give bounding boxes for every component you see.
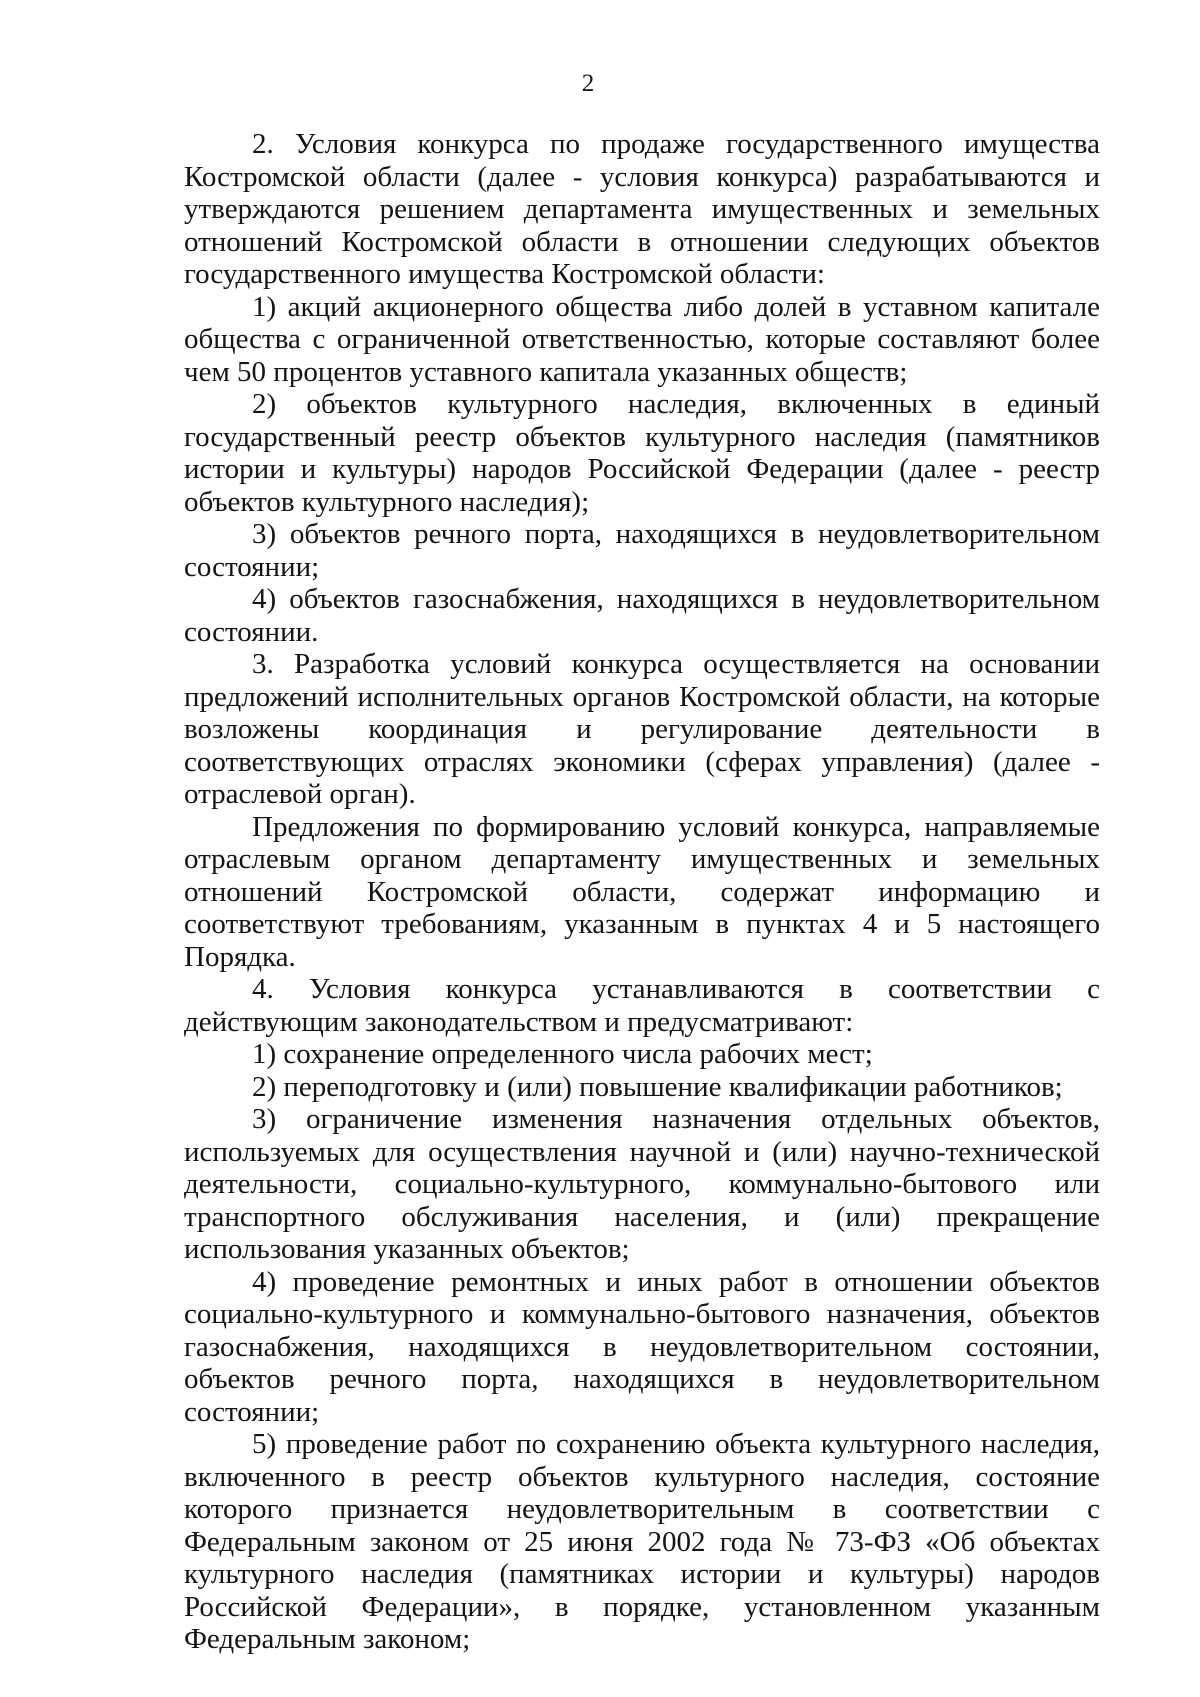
paragraph-2-item-2: 2) объектов культурного наследия, включенных в единый государственный реестр объектов культурного наследия (памятников истории и культуры) народов Российской Федерации (далее - реестр объектов культурного наследия);: [184, 388, 1100, 518]
paragraph-2-item-1: 1) акций акционерного общества либо долей в уставном капитале общества с ограниченной ответственностью, которые составляют более чем 50 процентов уставного капитала указанных обществ;: [184, 290, 1100, 388]
document-body: [184, 128, 1100, 1656]
page-number: 2: [581, 70, 595, 97]
paragraph-2-item-3: 3) объектов речного порта, находящихся в неудовлетворительном состоянии;: [184, 518, 1100, 583]
paragraph-3: 3. Разработка условий конкурса осуществляется на основании предложений исполнительных органов Костромской области, на которые возложены координация и регулирование деятельности в соответствующих отраслях экономики (сферах управления) (далее - отраслевой орган).: [184, 648, 1100, 810]
paragraph-3-proposals: Предложения по формированию условий конкурса, направляемые отраслевым органом департаменту имущественных и земельных отношений Костромской области, содержат информацию и соответствуют требованиям, указанным в пунктах 4 и 5 настоящего Порядка.: [184, 810, 1100, 973]
paragraph-2: 2. Условия конкурса по продаже государственного имущества Костромской области (далее - условия конкурса) разрабатываются и утверждаются решением департамента имущественных и земельных отношений Костромской области в отношении следующих объектов государственного имущества Костромской области:: [184, 128, 1100, 290]
paragraph-2-item-4: 4) объектов газоснабжения, находящихся в неудовлетворительном состоянии.: [184, 583, 1100, 648]
paragraph-4-item-4: 4) проведение ремонтных и иных работ в отношении объектов социально-культурного и коммунально-бытового назначения, объектов газоснабжения, находящихся в неудовлетворительном состоянии, объектов речного порта, находящихся в неудовлетворительном состоянии;: [184, 1265, 1100, 1428]
paragraph-4-item-2: 2) переподготовку и (или) повышение квалификации работников;: [252, 1070, 1063, 1103]
paragraph-4-item-5: 5) проведение работ по сохранению объекта культурного наследия, включенного в реестр объектов культурного наследия, состояние которого признается неудовлетворительным в соответствии с Федеральным законом от 25 июня 2002 года № 73-ФЗ «Об объектах культурного наследия (памятниках истории и культуры) народов Российской Федерации», в порядке, установленном указанным Федеральным законом;: [184, 1428, 1100, 1655]
paragraph-4-item-3: 3) ограничение изменения назначения отдельных объектов, используемых для осуществления научной и (или) научно-технической деятельности, социально-культурного, коммунально-бытового или транспортного обслуживания населения, и (или) прекращение использования указанных объектов;: [184, 1103, 1100, 1265]
paragraph-4: 4. Условия конкурса устанавливаются в соответствии с действующим законодательством и предусматривают:: [184, 973, 1100, 1038]
paragraph-4-item-1: 1) сохранение определенного числа рабочих мест;: [252, 1038, 873, 1070]
